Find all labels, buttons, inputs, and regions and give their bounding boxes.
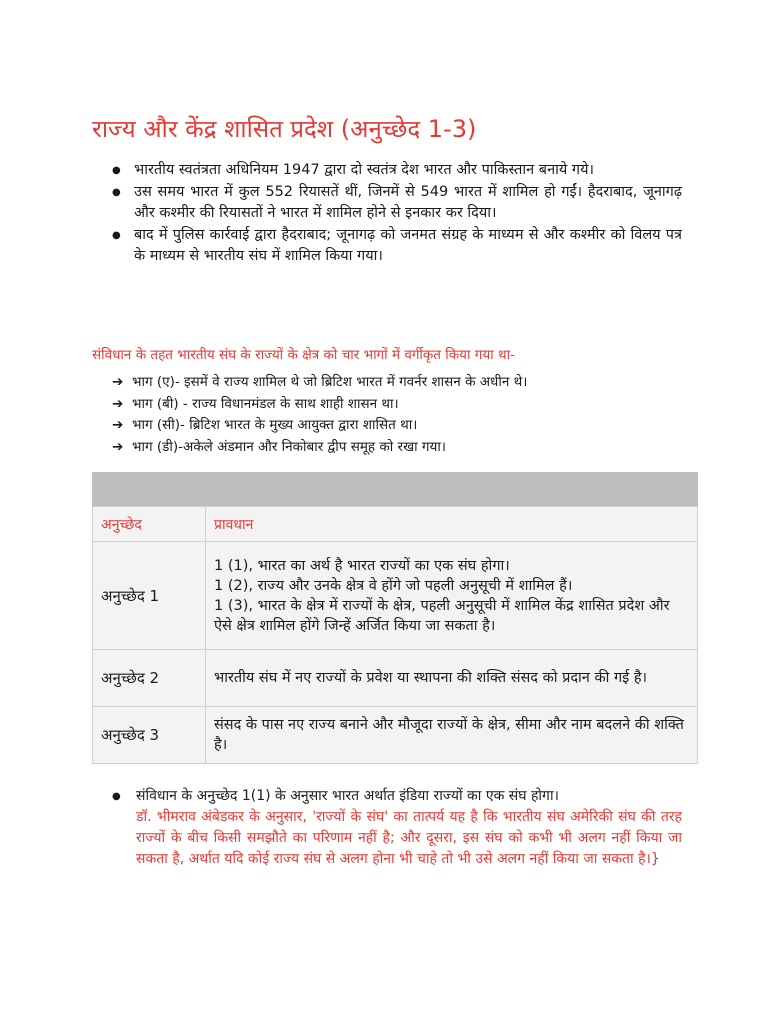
- articles-table: [92, 506, 698, 764]
- list-item: [112, 437, 527, 459]
- part-text: भाग (सी)- ब्रिटिश भारत के मुख्य आयुक्त द्वारा शासित था।: [132, 417, 418, 433]
- part-text: भाग (ए)- इसमें वे राज्य शामिल थे जो ब्रिटिश भारत में गवर्नर शासन के अधीन थे।: [132, 374, 528, 390]
- provision-line: 1 (3), भारत के क्षेत्र में राज्यों के क्षेत्र, पहली अनुसूची में शामिल केंद्र शासित प्रदेश और ऐसे क्षेत्र शामिल होंगे जिन्हें अर्जित किया जा सकता है।: [214, 597, 670, 634]
- list-item: [112, 394, 527, 416]
- table-row: [93, 650, 698, 707]
- parts-list: [112, 372, 527, 458]
- provision-cell: [206, 542, 698, 650]
- list-item: [112, 415, 527, 437]
- closing-section: [112, 786, 682, 870]
- arrow-icon: ➔: [112, 395, 124, 412]
- provision-line: 1 (1), भारत का अर्थ है भारत राज्यों का एक संघ होगा।: [214, 557, 510, 574]
- table-header-provision: प्रावधान: [206, 507, 698, 542]
- arrow-icon: ➔: [112, 438, 124, 455]
- table-row: [93, 542, 698, 650]
- intro-bullet-list: [112, 160, 682, 268]
- part-text: भाग (डी)-अकेले अंडमान और निकोबार द्वीप समूह को रखा गया।: [132, 438, 446, 455]
- table-header-row: [93, 507, 698, 542]
- article-cell: अनुच्छेद 3: [93, 707, 206, 764]
- article-cell: अनुच्छेद 2: [93, 650, 206, 707]
- provision-cell: भारतीय संघ में नए राज्यों के प्रवेश या स्थापना की शक्ति संसद को प्रदान की गई है।: [206, 650, 698, 707]
- provision-line: 1 (2), राज्य और उनके क्षेत्र वे होंगे जो पहली अनुसूची में शामिल हैं।: [214, 577, 573, 594]
- table-row: [93, 707, 698, 764]
- part-text: भाग (बी) - राज्य विधानमंडल के साथ शाही शासन था।: [132, 395, 399, 412]
- page-title: राज्य और केंद्र शासित प्रदेश (अनुच्छेद 1-3): [92, 115, 477, 143]
- watermark-banner: [92, 472, 698, 508]
- list-item: ● बाद में पुलिस कार्रवाई द्वारा हैदराबाद; जूनागढ़ को जनमत संग्रह के माध्यम से और कश्मीर को विलय पत्र के माध्यम से भारतीय संघ में शामिल किया गया।: [112, 225, 682, 267]
- classification-heading: संविधान के तहत भारतीय संघ के राज्यों के क्षेत्र को चार भागों में वर्गीकृत किया गया था-: [92, 347, 515, 363]
- table-header-article: अनुच्छेद: [93, 507, 206, 542]
- arrow-icon: ➔: [112, 374, 124, 390]
- closing-bullet: ● संविधान के अनुच्छेद 1(1) के अनुसार भारत अर्थात इंडिया राज्यों का एक संघ होगा।: [112, 786, 682, 807]
- list-item: [112, 372, 527, 394]
- list-item: ● उस समय भारत में कुल 552 रियासतें थीं, जिनमें से 549 भारत में शामिल हो गईं। हैदराबाद, जूनागढ़ और कश्मीर की रियासतों ने भारत में शामिल होने से इनकार कर दिया।: [112, 182, 682, 224]
- article-cell: अनुच्छेद 1: [93, 542, 206, 650]
- ambedkar-quote: डॉ. भीमराव अंबेडकर के अनुसार, 'राज्यों के संघ' का तात्पर्य यह है कि भारतीय संघ अमेरिकी संघ की तरह राज्यों के बीच किसी समझौते का परिणाम नहीं है; और दूसरा, इस संघ को कभी भी अलग नहीं किया जा सकता है, अर्थात यदि कोई राज्य संघ से अलग होना भी चाहे तो भी उसे अलग नहीं किया जा सकता है।}: [136, 809, 682, 867]
- arrow-icon: ➔: [112, 417, 124, 433]
- list-item: ● भारतीय स्वतंत्रता अधिनियम 1947 द्वारा दो स्वतंत्र देश भारत और पाकिस्तान बनाये गये।: [112, 160, 682, 181]
- provision-cell: संसद के पास नए राज्य बनाने और मौजूदा राज्यों के क्षेत्र, सीमा और नाम बदलने की शक्ति है।: [206, 707, 698, 764]
